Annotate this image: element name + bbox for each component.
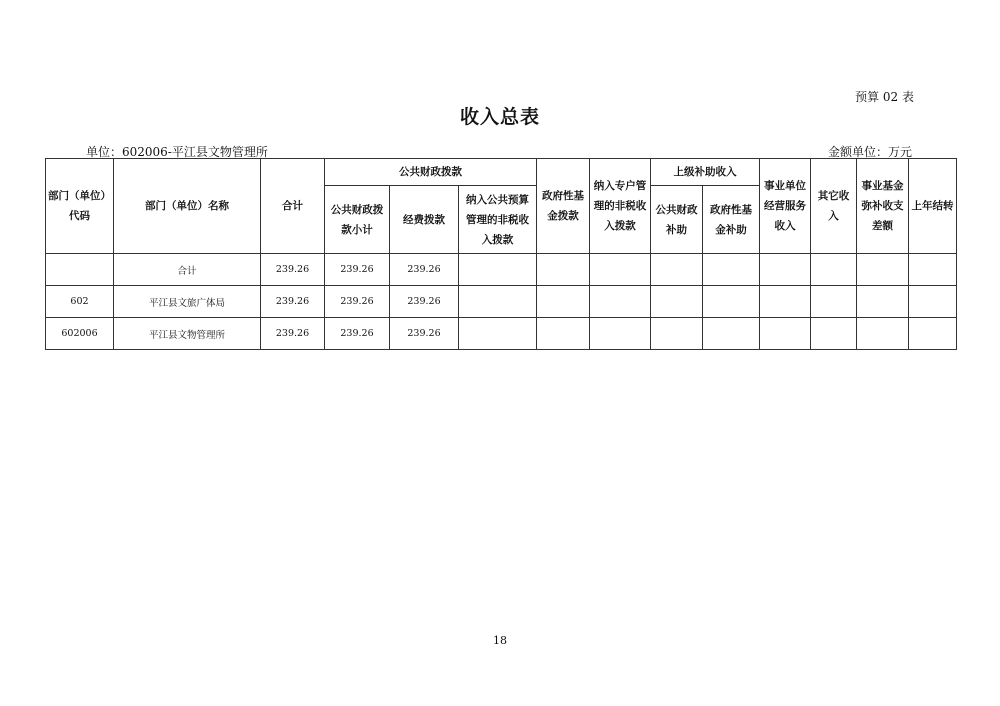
form-number: 预算 02 表 (855, 90, 914, 104)
cell-empty (857, 254, 909, 286)
header-public-subtotal: 公共财政拨款小计 (325, 186, 390, 254)
header-fund-makeup: 事业基金弥补收支差额 (857, 159, 909, 254)
cell-empty (857, 318, 909, 350)
reporting-unit: 单位：602006-平江县文物管理所 (86, 145, 268, 159)
cell-empty (909, 318, 957, 350)
header-dept-name: 部门（单位）名称 (114, 159, 261, 254)
cell-total: 239.26 (261, 318, 325, 350)
cell-empty (857, 286, 909, 318)
cell-empty (459, 318, 537, 350)
income-summary-table (45, 158, 957, 350)
table-row (46, 286, 957, 318)
cell-empty (703, 254, 760, 286)
cell-empty (760, 254, 811, 286)
amount-unit: 金额单位：万元 (827, 145, 912, 159)
cell-empty (590, 286, 651, 318)
cell-expense-allocation: 239.26 (390, 286, 459, 318)
header-superior-public: 公共财政补助 (651, 186, 703, 254)
header-total: 合计 (261, 159, 325, 254)
cell-public-subtotal: 239.26 (325, 318, 390, 350)
cell-empty (651, 318, 703, 350)
cell-code: 602006 (46, 318, 114, 350)
cell-empty (703, 318, 760, 350)
table-row (46, 254, 957, 286)
header-other-income: 其它收入 (811, 159, 857, 254)
cell-empty (651, 286, 703, 318)
cell-name: 平江县文物管理所 (114, 318, 261, 350)
header-public-finance-group: 公共财政拨款 (325, 159, 537, 186)
page-number: 18 (493, 634, 507, 647)
header-superior-subsidy-group: 上级补助收入 (651, 159, 760, 186)
cell-empty (811, 254, 857, 286)
header-budget-nontax: 纳入公共预算管理的非税收入拨款 (459, 186, 537, 254)
cell-empty (590, 318, 651, 350)
cell-expense-allocation: 239.26 (390, 318, 459, 350)
cell-empty (703, 286, 760, 318)
header-business-income: 事业单位经营服务收入 (760, 159, 811, 254)
cell-name: 合计 (114, 254, 261, 286)
cell-empty (760, 286, 811, 318)
cell-empty (537, 318, 590, 350)
cell-empty (537, 286, 590, 318)
table-row (46, 318, 957, 350)
cell-code (46, 254, 114, 286)
cell-code: 602 (46, 286, 114, 318)
cell-public-subtotal: 239.26 (325, 254, 390, 286)
cell-empty (909, 286, 957, 318)
cell-name: 平江县文旅广体局 (114, 286, 261, 318)
cell-empty (459, 286, 537, 318)
cell-empty (459, 254, 537, 286)
header-expense-allocation: 经费拨款 (390, 186, 459, 254)
cell-empty (537, 254, 590, 286)
cell-public-subtotal: 239.26 (325, 286, 390, 318)
header-special-nontax: 纳入专户管理的非税收入拨款 (590, 159, 651, 254)
header-row-1 (46, 159, 957, 186)
cell-empty (811, 318, 857, 350)
header-carryover: 上年结转 (909, 159, 957, 254)
cell-empty (590, 254, 651, 286)
cell-expense-allocation: 239.26 (390, 254, 459, 286)
cell-empty (909, 254, 957, 286)
cell-total: 239.26 (261, 286, 325, 318)
header-superior-gov-fund: 政府性基金补助 (703, 186, 760, 254)
cell-total: 239.26 (261, 254, 325, 286)
header-dept-code: 部门（单位）代码 (46, 159, 114, 254)
cell-empty (760, 318, 811, 350)
header-gov-fund: 政府性基金拨款 (537, 159, 590, 254)
cell-empty (811, 286, 857, 318)
page-title: 收入总表 (459, 106, 540, 128)
cell-empty (651, 254, 703, 286)
